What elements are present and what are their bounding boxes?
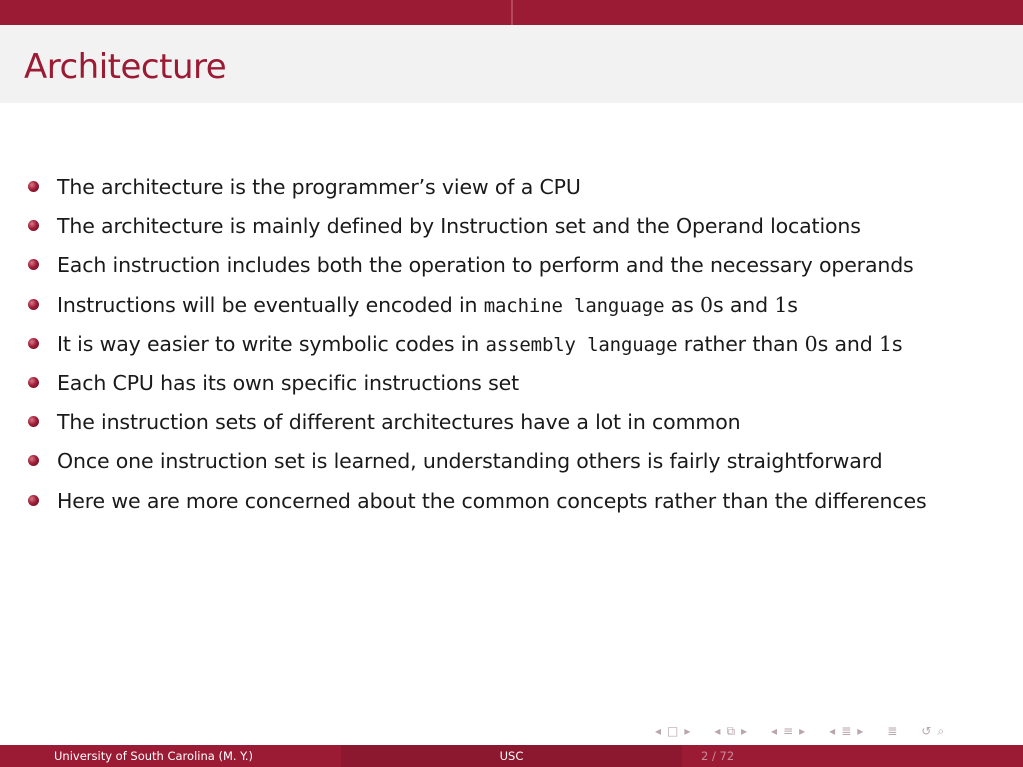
- bullet-item: [28, 366, 927, 405]
- nav-frame-icon[interactable]: □: [667, 724, 679, 738]
- nav-next-frame-icon[interactable]: ▸: [684, 724, 691, 738]
- math-number: 1: [774, 292, 788, 317]
- bullet-item: [28, 327, 927, 366]
- code-term: machine language: [483, 294, 665, 317]
- bullet-text: It is way easier to write symbolic codes in: [57, 331, 486, 356]
- footer-institute-section: [341, 745, 682, 767]
- math-number: 1: [878, 331, 892, 356]
- bullet-text: Instructions will be eventually encoded in: [57, 292, 484, 317]
- bullet-text: rather than: [677, 331, 805, 356]
- code-term: assembly language: [485, 333, 678, 356]
- bullet-icon: [28, 416, 39, 427]
- nav-prev-doc-icon[interactable]: ◂: [829, 724, 836, 738]
- bullet-text: Once one instruction set is learned, understanding others is fairly straightforward: [57, 449, 883, 474]
- bullet-text: The architecture is mainly defined by Instruction set and the Operand locations: [57, 214, 861, 239]
- nav-doc-icon[interactable]: ≣: [841, 724, 852, 738]
- bullet-icon: [28, 259, 39, 270]
- bullet-text: Here we are more concerned about the common concepts rather than the differences: [57, 488, 927, 513]
- footer-institute: USC: [499, 749, 524, 763]
- footer-author: University of South Carolina (M. Y.): [54, 749, 254, 763]
- bullet-text: as: [664, 292, 701, 317]
- math-number: 0: [700, 292, 713, 317]
- bullet-icon: [28, 455, 39, 466]
- bullet-item: [28, 405, 927, 444]
- bullet-text: s and: [712, 292, 775, 317]
- bullet-icon: [28, 220, 39, 231]
- bullet-text: s and: [817, 331, 879, 356]
- bullet-item: [28, 444, 927, 483]
- slide-title: Architecture: [24, 47, 227, 87]
- nav-prev-section-icon[interactable]: ◂: [771, 724, 778, 738]
- nav-next-section-icon[interactable]: ▸: [799, 724, 806, 738]
- bullet-list: [28, 170, 927, 523]
- bullet-icon: [28, 377, 39, 388]
- header-bar-left: [0, 0, 511, 25]
- nav-search-icon[interactable]: ⌕: [937, 723, 945, 738]
- nav-prev-subsection-icon[interactable]: ◂: [714, 724, 721, 738]
- nav-back-icon[interactable]: ↺: [921, 724, 932, 738]
- header-bar: [0, 0, 1023, 25]
- bullet-item: [28, 288, 927, 327]
- footer-page-number: 2 / 72: [701, 749, 735, 763]
- nav-appendix-icon[interactable]: ≣: [887, 724, 898, 738]
- bullet-text: s: [891, 331, 903, 356]
- nav-subsection-icon[interactable]: ⧉: [726, 723, 736, 738]
- footer-author-section: [0, 745, 341, 767]
- bullet-text: The instruction sets of different architectures have a lot in common: [57, 410, 741, 435]
- nav-next-doc-icon[interactable]: ▸: [857, 724, 864, 738]
- bullet-item: [28, 209, 927, 248]
- bullet-icon: [28, 181, 39, 192]
- bullet-icon: [28, 338, 39, 349]
- bullet-item: [28, 484, 927, 523]
- header-bar-right: [513, 0, 1023, 25]
- footer-page-section: [682, 745, 1023, 767]
- bullet-item: [28, 170, 927, 209]
- math-number: 0: [804, 331, 818, 356]
- title-band: [0, 25, 1023, 103]
- bullet-text: s: [787, 292, 798, 317]
- bullet-icon: [28, 299, 39, 310]
- bullet-text: Each instruction includes both the operation to perform and the necessary operands: [57, 253, 914, 278]
- nav-section-icon[interactable]: ≡: [783, 724, 794, 738]
- bullet-icon: [28, 495, 39, 506]
- bullet-item: [28, 248, 927, 287]
- bullet-text: The architecture is the programmer’s view of a CPU: [57, 175, 581, 199]
- nav-next-subsection-icon[interactable]: ▸: [741, 724, 748, 738]
- footer-bar: [0, 745, 1023, 767]
- navigation-controls: [655, 722, 944, 740]
- bullet-text: Each CPU has its own specific instructions set: [57, 370, 519, 395]
- nav-prev-frame-icon[interactable]: ◂: [655, 724, 662, 738]
